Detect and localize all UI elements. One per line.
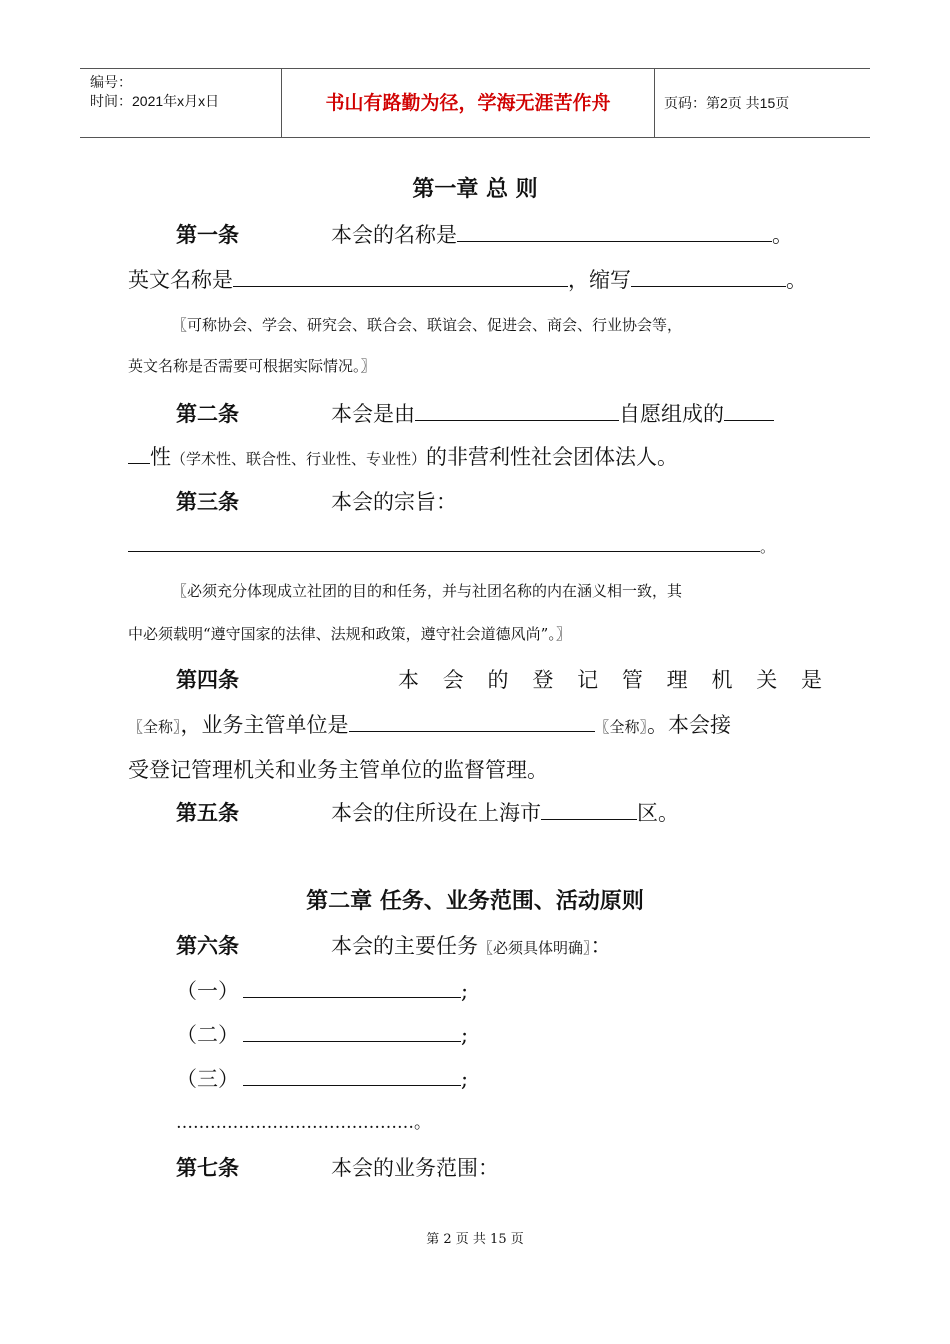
english-name-label: 英文名称是: [128, 268, 233, 292]
name-blank[interactable]: [457, 221, 772, 242]
article-5-end: 区。: [637, 801, 679, 825]
ellipsis-line: ……………………………………。: [176, 1113, 431, 1133]
nature-suffix: 性: [150, 445, 171, 469]
article-3-end: 。: [760, 538, 776, 556]
article-4-text-b: 。本会接: [647, 713, 732, 737]
chapter-1-title: 第一章 总 则: [412, 177, 538, 202]
task-item-3: [176, 1063, 468, 1093]
task-item-3-blank[interactable]: [243, 1065, 461, 1086]
article-3-line2: [128, 531, 775, 557]
article-7-text: 本会的业务范围：: [331, 1156, 499, 1180]
fullname-note-2: 〖全称〗: [594, 718, 648, 736]
article-6-label: 第六条: [176, 934, 239, 958]
purpose-blank[interactable]: [128, 531, 760, 552]
article-7: [176, 1152, 499, 1182]
english-name-blank[interactable]: [233, 266, 568, 287]
article-4-label: 第四条: [176, 668, 239, 692]
article-2-text-a: 本会是由: [331, 402, 415, 426]
founders-blank[interactable]: [415, 400, 619, 421]
article-6-note: 〖必须具体明确〗: [478, 939, 591, 957]
note-1-line2: 英文名称是否需要可根据实际情况。〗: [128, 357, 376, 375]
article-2-line2: [128, 441, 678, 471]
header-page-info: 页码：第2页 共15页: [664, 95, 790, 111]
article-4: [176, 664, 239, 694]
header-time: 时间：2021年x月x日: [90, 93, 220, 109]
nature-blank-2[interactable]: [128, 443, 150, 464]
article-6-text: 本会的主要任务: [331, 934, 478, 958]
task-item-2-end: ;: [461, 1023, 469, 1047]
task-item-2-label: （二）: [176, 1023, 239, 1047]
note-1-line1: 〖可称协会、学会、研究会、联合会、联谊会、促进会、商会、行业协会等，: [172, 316, 683, 334]
abbr-blank[interactable]: [631, 266, 786, 287]
article-7-label: 第七条: [176, 1156, 239, 1180]
article-6: [176, 930, 612, 960]
article-1-line2: [128, 264, 807, 294]
page-header: [80, 68, 870, 138]
article-1-end: 。: [772, 223, 793, 247]
note-3-line2: 中必须载明“遵守国家的法律、法规和政策，遵守社会道德风尚”。〗: [128, 625, 571, 643]
abbr-label: ，缩写: [568, 268, 631, 292]
article-5: [176, 797, 679, 827]
fullname-note-1: 〖全称〗: [128, 718, 181, 736]
nature-blank-1[interactable]: [724, 400, 774, 421]
task-item-1-blank[interactable]: [243, 977, 461, 998]
article-4-line3: 受登记管理机关和业务主管单位的监督管理。: [128, 758, 548, 782]
article-3-label: 第三条: [176, 490, 239, 514]
supervisor-blank[interactable]: [349, 711, 595, 732]
header-meta: [80, 69, 281, 137]
district-blank[interactable]: [541, 799, 637, 820]
article-5-text: 本会的住所设在上海市: [331, 801, 541, 825]
article-1: [176, 219, 793, 249]
page-footer: 第 2 页 共 15 页: [426, 1232, 524, 1247]
article-1-line2-end: 。: [786, 268, 807, 292]
article-2-text-c: 的非营利性社会团体法人。: [426, 445, 679, 469]
note-3-line1: 〖必须充分体现成立社团的目的和任务，并与社团名称的内在涵义相一致，其: [172, 582, 683, 600]
article-6-colon: ：: [590, 934, 612, 958]
article-3: [176, 486, 457, 516]
article-3-text: 本会的宗旨：: [331, 490, 457, 514]
header-number: 编号：: [90, 74, 132, 90]
article-1-label: 第一条: [176, 223, 239, 247]
article-2-label: 第二条: [176, 402, 239, 426]
task-item-1-label: （一）: [176, 979, 239, 1003]
chapter-2-title: 第二章 任务、业务范围、活动原则: [306, 889, 644, 914]
article-4-text: 本 会 的 登 记 管 理 机 关 是: [398, 668, 822, 692]
article-1-text: 本会的名称是: [331, 223, 457, 247]
article-2-text-b: 自愿组成的: [619, 402, 724, 426]
article-2: [176, 398, 774, 428]
nature-note: （学术性、联合性、行业性、专业性）: [171, 450, 427, 468]
supervisor-label: ，业务主管单位是: [180, 713, 349, 737]
header-motto: 书山有路勤为径，学海无涯苦作舟: [281, 69, 655, 137]
article-4-line2: [128, 709, 731, 739]
task-item-1-end: ;: [461, 979, 469, 1003]
task-item-2-blank[interactable]: [243, 1021, 461, 1042]
task-item-1: [176, 975, 468, 1005]
task-item-3-label: （三）: [176, 1067, 239, 1091]
task-item-2: [176, 1019, 468, 1049]
task-item-3-end: ;: [461, 1067, 469, 1091]
article-5-label: 第五条: [176, 801, 239, 825]
